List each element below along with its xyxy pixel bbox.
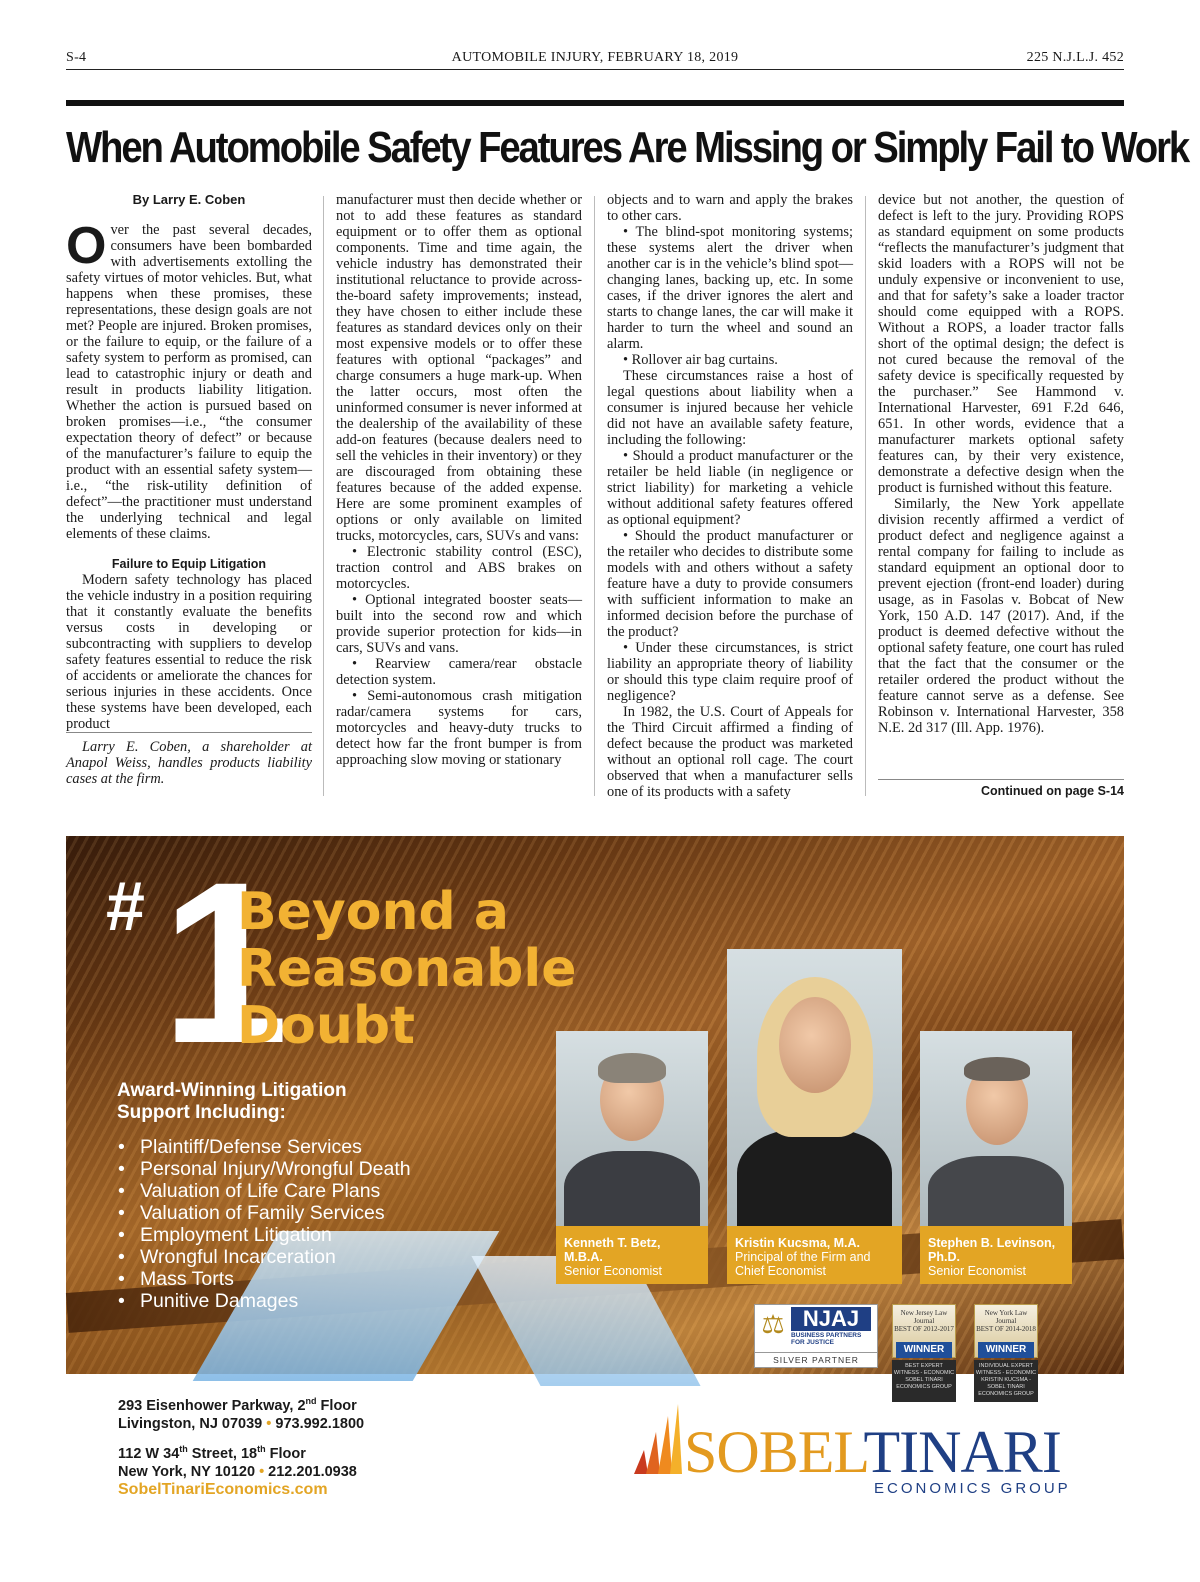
website-link[interactable]: SobelTinariEconomics.com	[118, 1481, 328, 1498]
bullet-item: • Should a product manufacturer or the retailer be held liable (in negligence or strict liability) for marketing a vehicle without additional safety features offered as optional equipment?	[607, 448, 853, 528]
ad-tagline	[237, 884, 577, 1055]
service-item: • Punitive Damages	[118, 1290, 411, 1312]
bullet-item: • The blind-spot monitoring systems; these systems alert the driver when another car is in the vehicle’s blind spot—changing lanes, backing up, etc. In some cases, if the driver ignores the alert and starts to change lanes, the car will make it harder to turn the wheel and sound an alarm.	[607, 224, 853, 352]
address-line: 293 Eisenhower Parkway, 2	[118, 1397, 306, 1414]
ordinal: th	[179, 1444, 188, 1454]
running-header	[66, 50, 1124, 68]
phone-number[interactable]: 973.992.1800	[275, 1415, 365, 1432]
address-line: Floor	[316, 1397, 357, 1414]
award-paper: New Jersey Law Journal	[900, 1309, 948, 1325]
award-badge	[974, 1304, 1038, 1402]
advertisement	[66, 834, 1124, 1397]
column-divider	[865, 196, 866, 796]
flame-logo-icon	[630, 1402, 682, 1478]
service-item: • Wrongful Incarceration	[118, 1246, 411, 1268]
author-bio: Larry E. Coben, a shareholder at Anapol Weiss, handles products liability cases at the firm.	[66, 732, 312, 787]
face-shape	[779, 997, 851, 1093]
bullet-separator: •	[259, 1463, 265, 1480]
logo-sobel: SOBEL	[684, 1419, 864, 1485]
article-column-3	[607, 192, 853, 800]
headline-rule	[66, 100, 1124, 106]
person-name: Stephen B. Levinson, Ph.D.	[928, 1236, 1056, 1264]
award-paper: New York Law Journal	[984, 1309, 1028, 1325]
portrait-photo	[920, 1031, 1072, 1226]
paragraph: These circumstances raise a host of legal questions about liability when a consumer is injured because her vehicle did not have an available safety feature, including the following:	[607, 368, 853, 448]
sobel-tinari-logo	[630, 1402, 1080, 1502]
bullet-item: • Semi-autonomous crash mitigation radar/camera systems for cars, motorcycles and heavy-duty trucks to detect how far the front bumper is from approaching slow moving or stationary	[336, 688, 582, 768]
person-caption	[556, 1226, 708, 1284]
address-line: Street, 18	[187, 1445, 258, 1462]
article-column-2	[336, 192, 582, 768]
subhead: Failure to Equip Litigation	[111, 557, 267, 571]
paragraph: manufacturer must then decide whether or not to add these features as standard equipment or to offer them as optional components. Time and time again, the vehicle industry has demonstrated their institutional reluctance to provide across-the-board safety improvements; instead, they have chosen to either include these features as standard devices only on their most expensive models or to offer these features with optional “packages” and charge consumers a huge mark-up. When the latter occurs, most often the uninformed consumer is never informed at the dealership of the availability of these add-on features (because dealers need to sell the vehicles in their inventory) or they are discouraged from obtaining these features because of the added expense. Here are some prominent examples of options or only available on limited trucks, motorcycles, cars, SUVs and vans:	[336, 192, 582, 544]
award-badge	[892, 1304, 956, 1402]
njaj-badge	[754, 1304, 878, 1368]
continued-link[interactable]: Continued on page S-14	[980, 784, 1124, 798]
header-rule	[66, 69, 1124, 70]
article-headline: When Automobile Safety Features Are Missing or Simply Fail to Work	[66, 123, 1189, 172]
njaj-silver-partner: SILVER PARTNER	[755, 1352, 877, 1367]
portrait-photo	[556, 1031, 708, 1226]
address-line: Floor	[265, 1445, 306, 1462]
suit-shape	[928, 1156, 1064, 1236]
bullet-item: • Rearview camera/rear obstacle detection system.	[336, 656, 582, 688]
service-item: • Plaintiff/Defense Services	[118, 1136, 411, 1158]
award-ribbon: WINNER	[978, 1342, 1034, 1358]
service-item: • Personal Injury/Wrongful Death	[118, 1158, 411, 1180]
bullet-item: • Electronic stability control (ESC), traction control and ABS brakes on motorcycles.	[336, 544, 582, 592]
bullet-item: • Optional integrated booster seats—built into the second row and which provide superior protection for kids—in cars, SUVs and vans.	[336, 592, 582, 656]
award-ribbon: WINNER	[896, 1342, 952, 1358]
person-title: Senior Economist	[564, 1264, 662, 1278]
address-line: 112 W 34	[118, 1445, 180, 1462]
ad-hash: #	[106, 867, 145, 945]
person-name: Kenneth T. Betz, M.B.A.	[564, 1236, 661, 1264]
ad-support-heading: Award-Winning Litigation Support Including:	[117, 1080, 347, 1123]
logo-wordmark	[684, 1420, 1061, 1484]
service-item: • Valuation of Life Care Plans	[118, 1180, 411, 1202]
article-column-4	[878, 192, 1124, 736]
page-number: S-4	[66, 50, 87, 65]
ad-number-one: 1	[161, 834, 281, 1091]
scales-icon: ⚖	[761, 1310, 785, 1339]
award-best: BEST OF 2012-2017	[894, 1325, 954, 1333]
bullet-item: • Should the product manufacturer or the retailer who decides to distribute some models with and others without a safety feature have a duty to provide consumers with sufficient information to make an informed decision before the purchase of the product?	[607, 528, 853, 640]
njaj-tagline: BUSINESS PARTNERS FOR JUSTICE	[791, 1332, 862, 1346]
bullet-item: • Under these circumstances, is strict liability an appropriate theory of liability or should this type claim require proof of negligence?	[607, 640, 853, 704]
tagline-line: Reasonable	[237, 939, 577, 999]
paragraph: In 1982, the U.S. Court of Appeals for the Third Circuit affirmed a finding of defect because the product was marketed without an optional roll cage. The court observed that when a manufacturer sells one of its products with a safety	[607, 704, 853, 800]
hair-shape	[964, 1057, 1030, 1081]
person-name: Kristin Kucsma, M.A.	[735, 1236, 861, 1250]
drop-cap: O	[66, 217, 107, 275]
suit-shape	[737, 1129, 892, 1239]
njaj-logo-text: NJAJ	[791, 1307, 871, 1331]
article-column-1	[66, 192, 312, 787]
address-city: New York, NY 10120	[118, 1463, 256, 1480]
service-item: • Employment Litigation	[118, 1224, 411, 1246]
person-caption	[920, 1226, 1072, 1284]
column-divider	[594, 196, 595, 796]
address-city: Livingston, NJ 07039	[118, 1415, 263, 1432]
paragraph: Similarly, the New York appellate division recently affirmed a verdict of product defect and negligence against a rental company for failing to include as standard equipment an optional door to prevent ejection (front-end loader) during usage, as in Fasolas v. Bobcat of New York, 150 A.D. 147 (2017). And, if the product is deemed defective without the optional safety feature, one court has ruled that the fact that the consumer or the retailer ordered the product without the feature cannot serve as a defense. See Robinson v. International Harvester, 358 N.E. 2d 317 (Ill. App. 1976).	[878, 496, 1124, 736]
paragraph: Modern safety technology has placed the vehicle industry in a position requiring that it constantly evaluate the benefits versus costs in developing or subcontracting with suppliers to develop safety features essential to reduce the risk of accidents or ameliorate the chances for serious injuries in these accidents. Once these systems have been developed, each product	[66, 572, 312, 732]
bullet-separator: •	[266, 1415, 272, 1432]
ordinal: nd	[305, 1396, 317, 1406]
address-livingston	[118, 1392, 364, 1433]
citation: 225 N.J.L.J. 452	[1026, 50, 1124, 65]
logo-subtitle: ECONOMICS GROUP	[874, 1480, 1071, 1497]
person-title: Senior Economist	[928, 1264, 1026, 1278]
logo-tinari: TINARI	[863, 1419, 1061, 1485]
tagline-line: Beyond a	[237, 882, 509, 942]
tagline-line: Doubt	[237, 996, 415, 1056]
phone-number[interactable]: 212.201.0938	[268, 1463, 357, 1480]
column-divider	[323, 196, 324, 796]
service-item: • Mass Torts	[118, 1268, 411, 1290]
award-best: BEST OF 2014-2018	[976, 1325, 1036, 1333]
ordinal: th	[257, 1444, 266, 1454]
person-title: Principal of the Firm and Chief Economist	[735, 1250, 871, 1278]
bullet-item: • Rollover air bag curtains.	[623, 352, 778, 368]
paragraph: ver the past several decades, consumers have been bombarded with advertisements extolling the safety virtues of motor vehicles. But, what happens when these promises, these representations, these design goals are not met? People are injured. Broken promises, or the failure to equip, or the failure of a safety system to perform as promised, can lead to catastrophic injury or death and result in products liability litigation. Whether the action is pursued based on broken promises—i.e., “the consumer expectation theory of defect” or because of the manufacturer’s failure to equip the product with an essential safety system—i.e., “the risk-utility definition of defect”—the practitioner must understand the underlying technical and legal elements of these claims.	[66, 222, 312, 542]
paragraph: device but not another, the question of defect is left to the jury. Providing ROPS as standard equipment on some products “reflects the manufacturer’s judgment that skid loaders with a ROPS will not be unduly expensive or inconvenient to use, and that for safety’s sake a loader tractor should come equipped with a ROPS. Without a ROPS, a loader tractor falls short of the optimal design; the defect is not cured because the removal of the safety device is specifically requested by the purchaser.” See Hammond v. International Harvester, 691 F.2d 646, 651. In other words, evidence that a manufacturer markets optional safety features can, by their very existence, demonstrate a defective design when the product is furnished without this feature.	[878, 192, 1124, 496]
hair-shape	[598, 1053, 666, 1083]
services-list	[118, 1136, 411, 1312]
continued-rule	[878, 779, 1124, 780]
section-date: AUTOMOBILE INJURY, FEBRUARY 18, 2019	[451, 50, 739, 65]
award-detail: INDIVIDUAL EXPERT WITNESS - ECONOMIC KRISTIN KUCSMA - SOBEL TINARI ECONOMICS GROUP	[974, 1360, 1038, 1402]
award-detail: BEST EXPERT WITNESS - ECONOMIC SOBEL TINARI ECONOMICS GROUP	[892, 1360, 956, 1402]
address-new-york	[118, 1440, 357, 1481]
paragraph: objects and to warn and apply the brakes to other cars.	[607, 192, 853, 224]
service-item: • Valuation of Family Services	[118, 1202, 411, 1224]
byline: By Larry E. Coben	[132, 192, 246, 207]
person-caption	[727, 1226, 902, 1284]
portrait-photo	[727, 949, 902, 1226]
